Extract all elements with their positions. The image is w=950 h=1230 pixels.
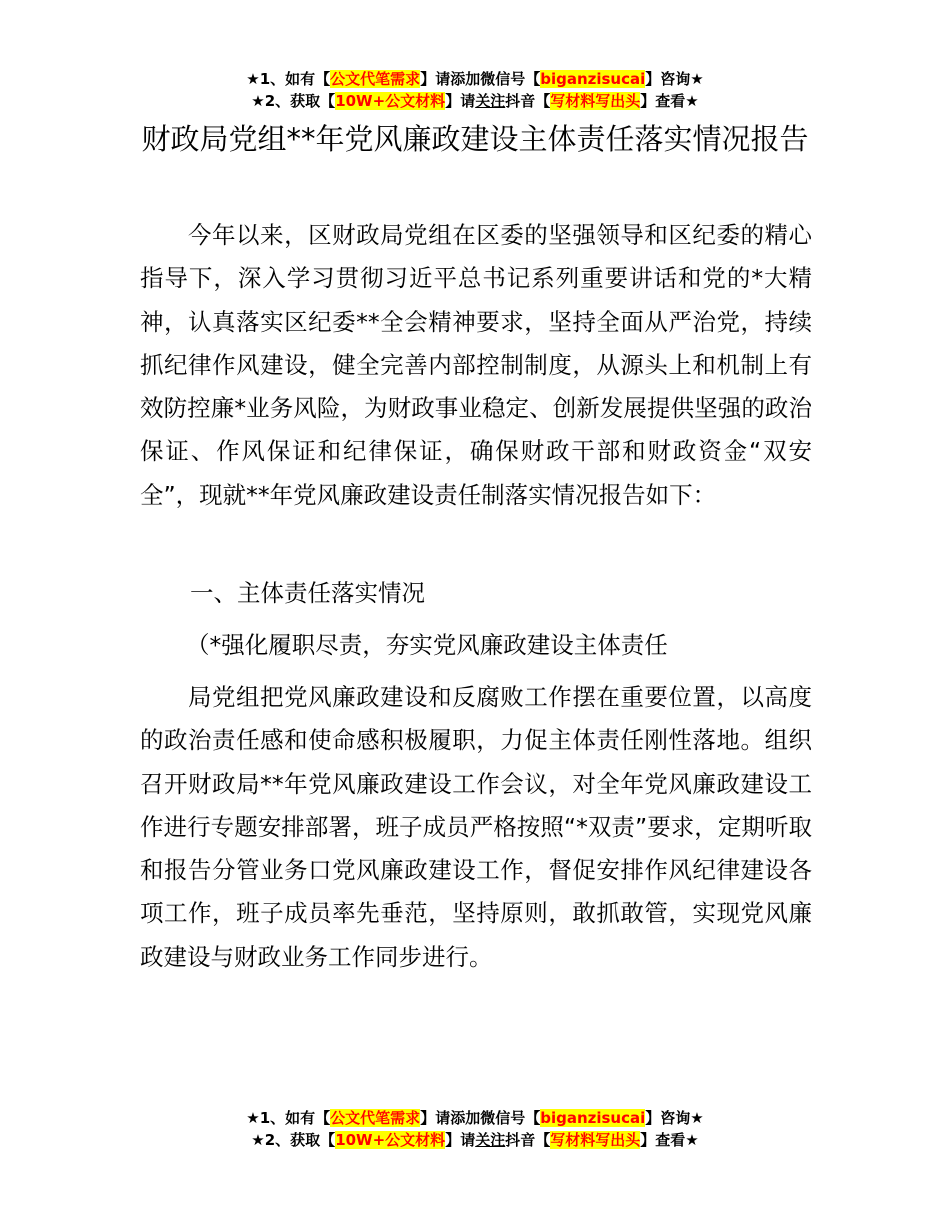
banner-text: 】查看★	[640, 1131, 699, 1149]
banner-highlight: biganzisucai	[540, 70, 646, 88]
banner-line-1	[0, 1107, 950, 1129]
banner-line-1	[0, 68, 950, 90]
banner-text: 】请	[445, 1131, 476, 1149]
banner-text: 抖音【	[505, 1131, 551, 1149]
document-title: 财政局党组**年党风廉政建设主体责任落实情况报告	[141, 122, 809, 156]
banner-line-2	[0, 1129, 950, 1151]
banner-text: 】查看★	[640, 92, 699, 110]
banner-text: 】请	[445, 92, 476, 110]
banner-highlight: 公文代笔需求	[330, 70, 421, 88]
banner-highlight: 10W+公文材料	[335, 92, 446, 110]
footer-banner	[0, 1107, 950, 1151]
banner-highlight: 公文代笔需求	[330, 1109, 421, 1127]
banner-text: 】请添加微信号【	[420, 1109, 541, 1127]
banner-text: ★1、如有【	[246, 1109, 331, 1127]
banner-text: ★2、获取【	[251, 92, 336, 110]
header-banner	[0, 68, 950, 112]
banner-text: ★1、如有【	[246, 70, 331, 88]
banner-highlight: 10W+公文材料	[335, 1131, 446, 1149]
subsection-heading: （*强化履职尽责，夯实党风廉政建设主体责任	[186, 631, 668, 659]
banner-text: 】请添加微信号【	[420, 70, 541, 88]
banner-line-2	[0, 90, 950, 112]
banner-text: 】咨询★	[645, 1109, 704, 1127]
banner-text-underlined: 关注	[475, 92, 506, 110]
banner-highlight: biganzisucai	[540, 1109, 646, 1127]
banner-highlight: 写材料写出头	[550, 1131, 641, 1149]
section-heading: 一、主体责任落实情况	[190, 579, 425, 607]
banner-highlight: 写材料写出头	[550, 92, 641, 110]
banner-text-underlined: 关注	[475, 1131, 506, 1149]
banner-text: 抖音【	[505, 92, 551, 110]
banner-text: ★2、获取【	[251, 1131, 336, 1149]
intro-paragraph: 今年以来，区财政局党组在区委的坚强领导和区纪委的精心指导下，深入学习贯彻习近平总书记系列重要讲话和党的*大精神，认真落实区纪委**全会精神要求，坚持全面从严治党，持续抓纪律作风建设，健全完善内部控制制度，从源头上和机制上有效防控廉*业务风险，为财政事业稳定、创新发展提供坚强的政治保证、作风保证和纪律保证，确保财政干部和财政资金“双安全”，现就**年党风廉政建设责任制落实情况报告如下：	[140, 221, 812, 509]
banner-text: 】咨询★	[645, 70, 704, 88]
body-paragraph: 局党组把党风廉政建设和反腐败工作摆在重要位置，以高度的政治责任感和使命感积极履职，力促主体责任刚性落地。组织召开财政局**年党风廉政建设工作会议，对全年党风廉政建设工作进行专题安排部署，班子成员严格按照“*双责”要求，定期听取和报告分管业务口党风廉政建设工作，督促安排作风纪律建设各项工作，班子成员率先垂范，坚持原则，敢抓敢管，实现党风廉政建设与财政业务工作同步进行。	[140, 683, 812, 971]
